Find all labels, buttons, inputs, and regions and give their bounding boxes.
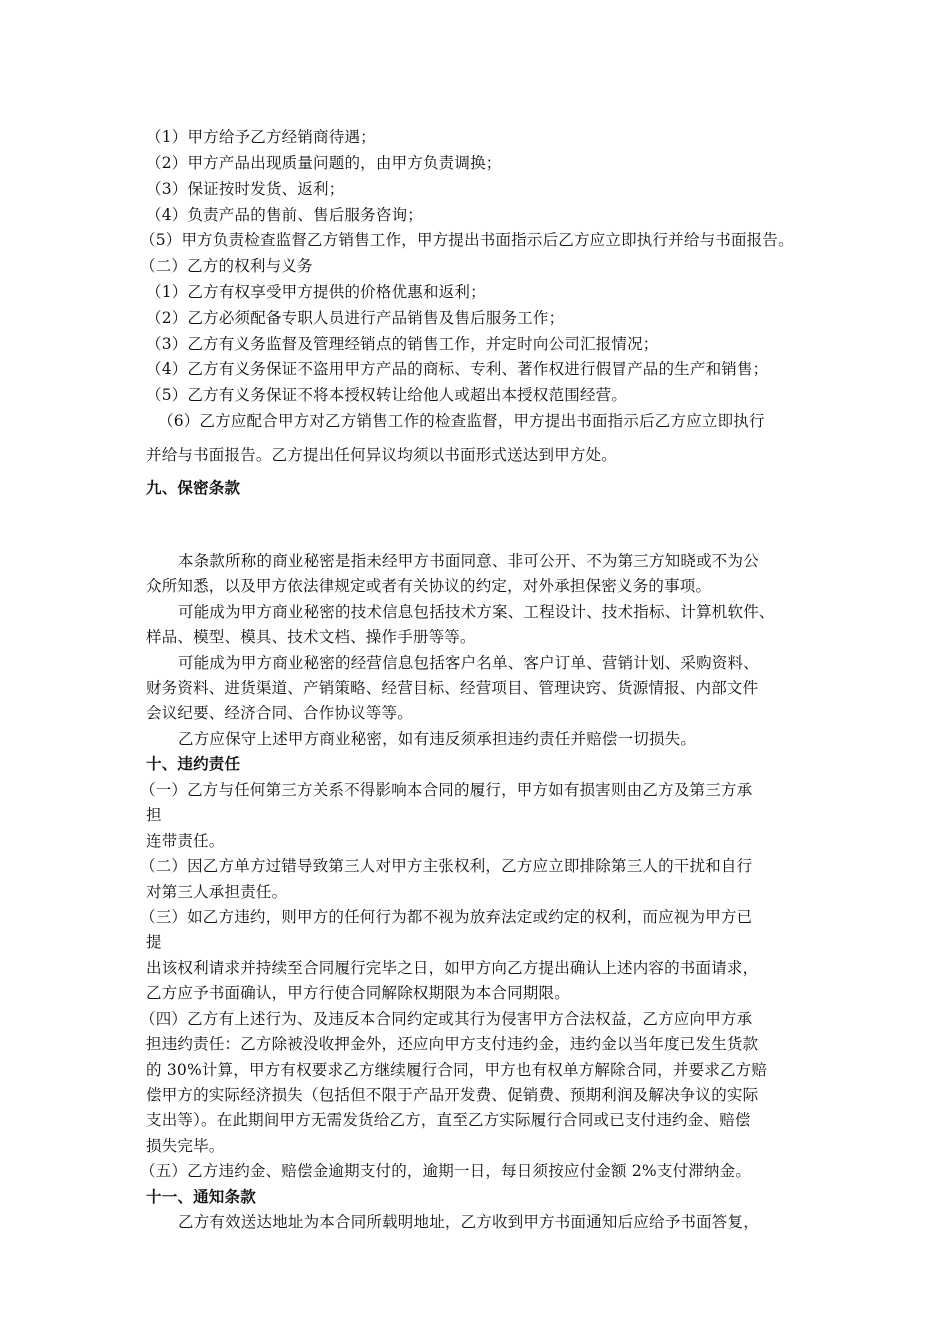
paragraph-line: （二）因乙方单方过错导致第三人对甲方主张权利，乙方应立即排除第三人的干扰和自行 (140, 857, 753, 875)
paragraph-line: 样品、模型、模具、技术文档、操作手册等等。 (146, 628, 476, 646)
text-line: （3）乙方有义务监督及管理经销点的销售工作，并定时向公司汇报情况； (146, 335, 659, 353)
paragraph-line: 会议纪要、经济合同、合作协议等等。 (146, 704, 413, 722)
paragraph-line: （四）乙方有上述行为、及违反本合同约定或其行为侵害甲方合法权益，乙方应向甲方承 (140, 1010, 753, 1028)
text-line: （4）负责产品的售前、售后服务咨询； (146, 206, 423, 224)
paragraph-line: 偿甲方的实际经济损失（包括但不限于产品开发费、促销费、预期利润及解决争议的实际 (146, 1086, 759, 1104)
text-line: 并给与书面报告。乙方提出任何异议均须以书面形式送达到甲方处。 (146, 446, 618, 464)
section-heading: 九、保密条款 (146, 478, 241, 497)
paragraph-line: （一）乙方与任何第三方关系不得影响本合同的履行，甲方如有损害则由乙方及第三方承 (140, 781, 753, 799)
paragraph-line: 乙方应保守上述甲方商业秘密，如有违反须承担违约责任并赔偿一切损失。 (178, 730, 697, 748)
text-line: （1）乙方有权享受甲方提供的价格优惠和返利； (146, 283, 486, 301)
paragraph-line: （五）乙方违约金、赔偿金逾期支付的，逾期一日，每日须按应付金额 2%支付滞纳金。 (140, 1162, 752, 1180)
text-line: （2）甲方产品出现质量问题的，由甲方负责调换； (146, 154, 502, 172)
text-line: （6）乙方应配合甲方对乙方销售工作的检查监督，甲方提出书面指示后乙方应立即执行 (158, 412, 765, 430)
section-heading: （二）乙方的权利与义务 (140, 257, 313, 275)
paragraph-line: 担违约责任：乙方除被没收押金外，还应向甲方支付违约金，违约金以当年度已发生货款 (146, 1035, 759, 1053)
section-heading: 十、违约责任 (146, 754, 241, 773)
paragraph-line: 乙方有效送达地址为本合同所载明地址，乙方收到甲方书面通知后应给予书面答复， (178, 1213, 759, 1231)
paragraph-line: 本条款所称的商业秘密是指未经甲方书面同意、非可公开、不为第三方知晓或不为公 (178, 552, 759, 570)
paragraph-line: 可能成为甲方商业秘密的经营信息包括客户名单、客户订单、营销计划、采购资料、 (178, 654, 759, 672)
paragraph-line: 支出等）。在此期间甲方无需发货给乙方，直至乙方实际履行合同或已支付违约金、赔偿 (146, 1111, 751, 1129)
text-line: （5）甲方负责检查监督乙方销售工作，甲方提出书面指示后乙方应立即执行并给与书面报告。 (140, 231, 794, 249)
paragraph-line: 出该权利请求并持续至合同履行完毕之日，如甲方向乙方提出确认上述内容的书面请求， (146, 959, 759, 977)
text-line: （5）乙方有义务保证不将本授权转让给他人或超出本授权范围经营。 (146, 386, 628, 404)
paragraph-line: 可能成为甲方商业秘密的技术信息包括技术方案、工程设计、技术指标、计算机软件、 (178, 603, 775, 621)
paragraph-line: 损失完毕。 (146, 1137, 225, 1155)
text-line: （1）甲方给予乙方经销商待遇； (146, 128, 376, 146)
paragraph-line: 连带责任。 (146, 832, 225, 850)
paragraph-line: 财务资料、进货渠道、产销策略、经营目标、经营项目、管理诀窍、货源情报、内部文件 (146, 679, 759, 697)
paragraph-line: 提 (146, 933, 162, 951)
text-line: （2）乙方必须配备专职人员进行产品销售及售后服务工作； (146, 309, 565, 327)
paragraph-line: 的 30%计算，甲方有权要求乙方继续履行合同，甲方也有权单方解除合同，并要求乙方赔 (146, 1061, 768, 1079)
paragraph-line: 众所知悉，以及甲方依法律规定或者有关协议的约定，对外承担保密义务的事项。 (146, 577, 712, 595)
paragraph-line: （三）如乙方违约，则甲方的任何行为都不视为放弃法定或约定的权利，而应视为甲方已 (140, 908, 753, 926)
section-heading: 十一、通知条款 (146, 1187, 256, 1206)
text-line: （3）保证按时发货、返利； (146, 180, 345, 198)
text-line: （4）乙方有义务保证不盗用甲方产品的商标、专利、著作权进行假冒产品的生产和销售； (146, 360, 769, 378)
paragraph-line: 乙方应予书面确认，甲方行使合同解除权期限为本合同期限。 (146, 984, 570, 1002)
paragraph-line: 担 (146, 806, 162, 824)
paragraph-line: 对第三人承担责任。 (146, 883, 288, 901)
